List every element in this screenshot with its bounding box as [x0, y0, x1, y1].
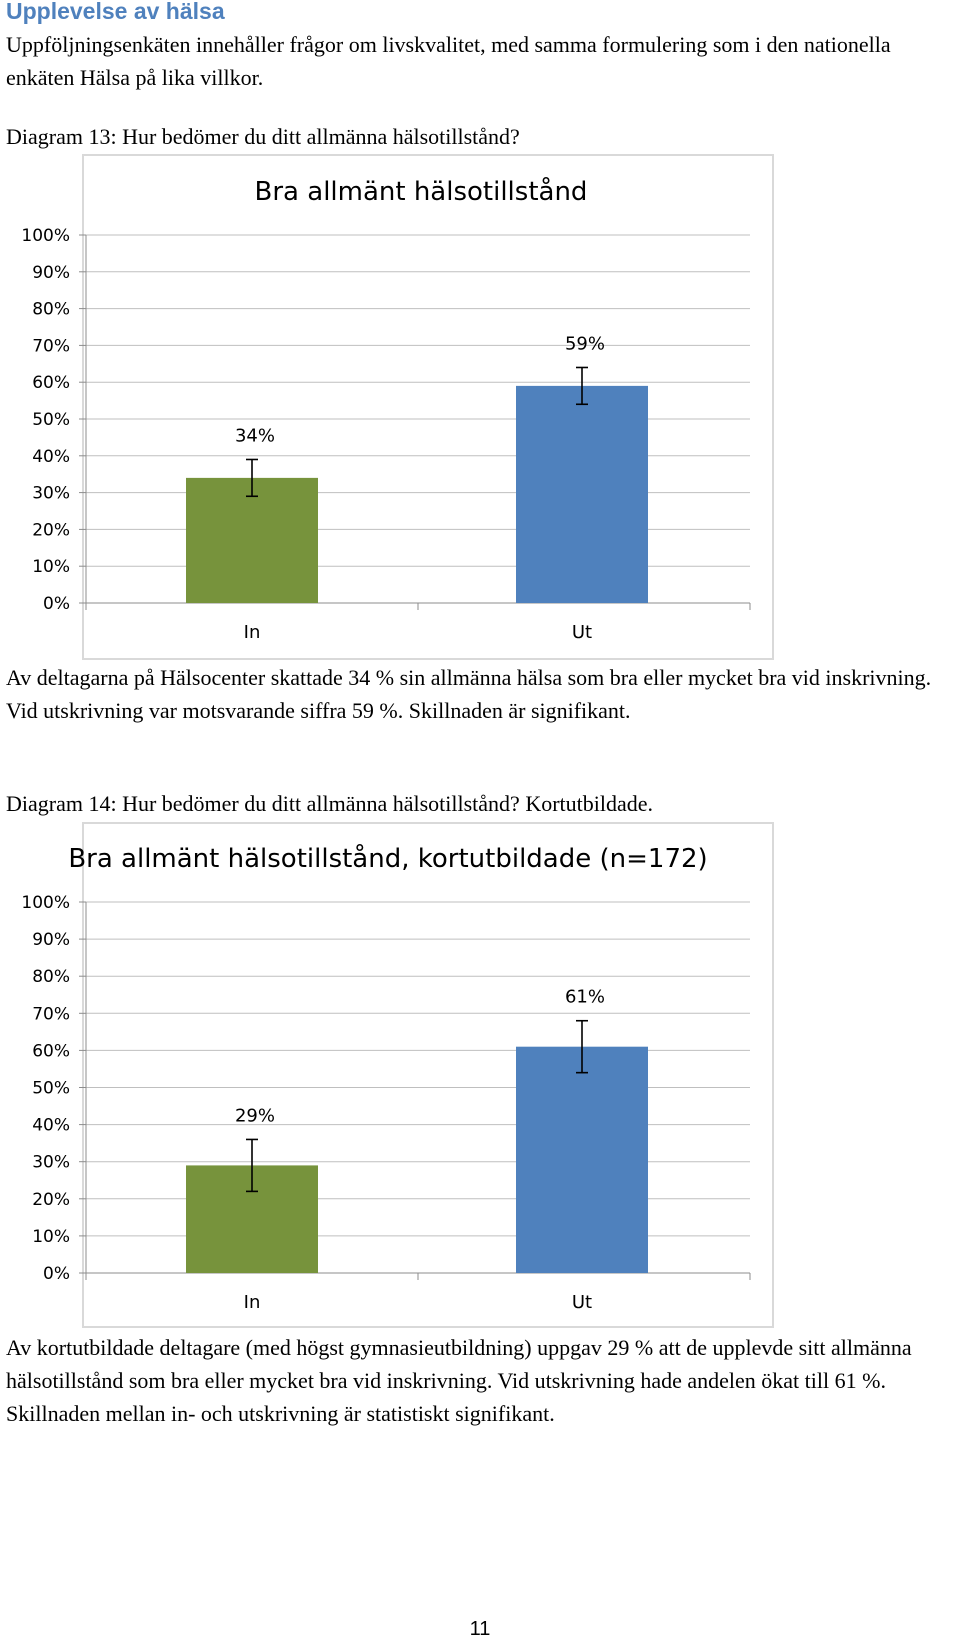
y-tick-label: 40% — [32, 1115, 70, 1136]
y-tick-label: 80% — [32, 967, 70, 988]
diagram-14-description: Av kortutbildade deltagare (med högst gymnasieutbildning) uppgav 29 % att de upplevde sitt allmänna hälsotillstånd som bra eller mycket bra vid inskrivning. Vid utskrivning hade andelen ökat till 61 %. Skillnaden mellan in- och utskrivning är statistiskt signifikant. — [6, 1335, 912, 1426]
section-heading: Upplevelse av hälsa — [6, 0, 225, 24]
data-label: 61% — [564, 986, 606, 1008]
y-tick-label: 40% — [32, 446, 70, 467]
y-tick-label: 20% — [32, 1189, 70, 1210]
y-tick-label: 90% — [32, 930, 70, 951]
y-tick-label: 70% — [32, 336, 70, 357]
bar-ut — [516, 386, 648, 603]
y-tick-label: 100% — [21, 893, 70, 913]
y-tick-label: 0% — [43, 594, 70, 614]
y-tick-label: 60% — [32, 1041, 70, 1062]
category-label: In — [243, 622, 261, 643]
category-label: Ut — [571, 622, 593, 643]
page-number: 11 — [469, 1618, 491, 1640]
y-tick-label: 50% — [32, 410, 70, 430]
data-label: 59% — [564, 333, 606, 355]
y-tick-label: 10% — [32, 557, 70, 578]
y-tick-label: 90% — [32, 262, 70, 283]
data-label: 29% — [234, 1105, 276, 1127]
y-tick-label: 10% — [32, 1226, 70, 1247]
chart-13 — [0, 154, 780, 660]
diagram-13-caption: Diagram 13: Hur bedömer du ditt allmänna hälsotillstånd? — [6, 124, 520, 149]
y-tick-label: 70% — [32, 1004, 70, 1025]
bar-ut — [516, 1047, 648, 1273]
chart-14 — [0, 822, 780, 1328]
y-tick-label: 0% — [43, 1264, 70, 1284]
chart-title: Bra allmänt hälsotillstånd — [254, 177, 588, 207]
y-tick-label: 30% — [32, 483, 70, 504]
diagram-14-caption: Diagram 14: Hur bedömer du ditt allmänna hälsotillstånd? Kortutbildade. — [6, 791, 654, 816]
diagram-13-description: Av deltagarna på Hälsocenter skattade 34 % sin allmänna hälsa som bra eller mycket bra vid inskrivning. Vid utskrivning var motsvarande siffra 59 %. Skillnaden är signifikant. — [6, 665, 932, 723]
y-tick-label: 50% — [32, 1078, 70, 1099]
y-tick-label: 20% — [32, 520, 70, 541]
intro-paragraph: Uppföljningsenkäten innehåller frågor om livskvalitet, med samma formulering som i den nationella enkäten Hälsa på lika villkor. — [6, 32, 891, 90]
y-tick-label: 100% — [21, 226, 70, 246]
data-label: 34% — [234, 425, 276, 447]
y-tick-label: 80% — [32, 299, 70, 320]
chart-title: Bra allmänt hälsotillstånd, kortutbildade (n=172) — [68, 844, 708, 874]
y-tick-label: 30% — [32, 1152, 70, 1173]
category-label: In — [243, 1292, 261, 1313]
y-tick-label: 60% — [32, 373, 70, 394]
category-label: Ut — [571, 1292, 593, 1313]
